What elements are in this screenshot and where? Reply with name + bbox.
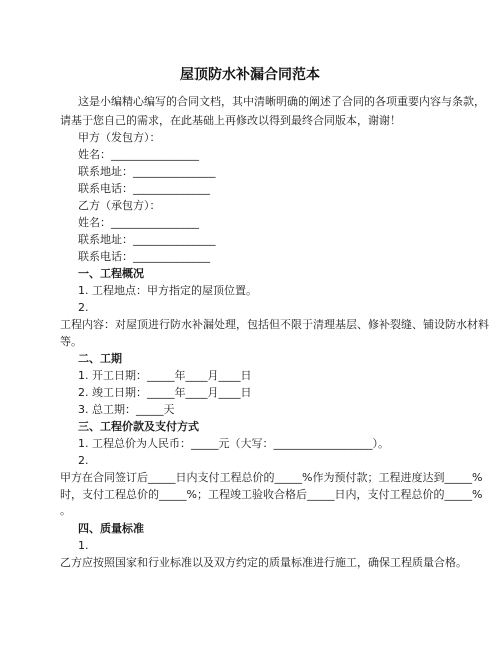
party-b-address: 联系地址：_______________ bbox=[78, 233, 216, 246]
party-a-phone: 联系电话：______________ bbox=[78, 182, 210, 195]
section-2-item-2: 2. 竣工日期：_____年____月____日 bbox=[78, 386, 252, 399]
section-4-heading: 四、质量标准 bbox=[78, 522, 144, 535]
section-3-content-line-2: 时，支付工程总价的_____%；工程竣工验收合格后_____日内，支付工程总价的_____% bbox=[60, 488, 483, 501]
intro-line-1: 这是小编精心编写的合同文档，其中清晰明确的阐述了合同的各项重要内容与条款， bbox=[78, 95, 485, 108]
section-4-content: 乙方应按照国家和行业标准以及双方约定的质量标准进行施工，确保工程质量合格。 bbox=[60, 556, 467, 569]
party-a-address: 联系地址：_______________ bbox=[78, 165, 216, 178]
party-a-heading: 甲方（发包方）： bbox=[78, 131, 161, 144]
party-b-phone: 联系电话：______________ bbox=[78, 250, 210, 263]
section-2-item-3: 3. 总工期：_____天 bbox=[78, 403, 175, 416]
intro-line-2: 请基于您自己的需求，在此基础上再修改以得到最终合同版本，谢谢！ bbox=[60, 114, 401, 127]
section-1-heading: 一、工程概况 bbox=[78, 267, 144, 280]
section-3-item-1: 1. 工程总价为人民币：_____元（大写：__________________）。 bbox=[78, 437, 389, 450]
section-1-content-line-1: 工程内容：对屋顶进行防水补漏处理，包括但不限于清理基层、修补裂缝、铺设防水材料 bbox=[60, 318, 489, 331]
section-1-item-2: 2. bbox=[78, 301, 89, 314]
section-1-content-line-2: 等。 bbox=[60, 335, 82, 348]
section-4-item-1: 1. bbox=[78, 539, 89, 552]
section-3-content-line-3: 。 bbox=[60, 504, 71, 517]
document-title: 屋顶防水补漏合同范本 bbox=[180, 67, 320, 83]
section-2-item-1: 1. 开工日期：_____年____月____日 bbox=[78, 369, 252, 382]
section-3-item-2: 2. bbox=[78, 454, 89, 467]
party-b-name: 姓名：________________ bbox=[78, 216, 199, 229]
party-b-heading: 乙方（承包方）： bbox=[78, 199, 161, 212]
section-2-heading: 二、工期 bbox=[78, 352, 122, 365]
section-1-item-1: 1. 工程地点：甲方指定的屋顶位置。 bbox=[78, 284, 257, 297]
section-3-heading: 三、工程价款及支付方式 bbox=[78, 420, 199, 433]
party-a-name: 姓名：________________ bbox=[78, 148, 199, 161]
section-3-content-line-1: 甲方在合同签订后_____日内支付工程总价的_____%作为预付款；工程进度达到_____% bbox=[60, 471, 483, 484]
